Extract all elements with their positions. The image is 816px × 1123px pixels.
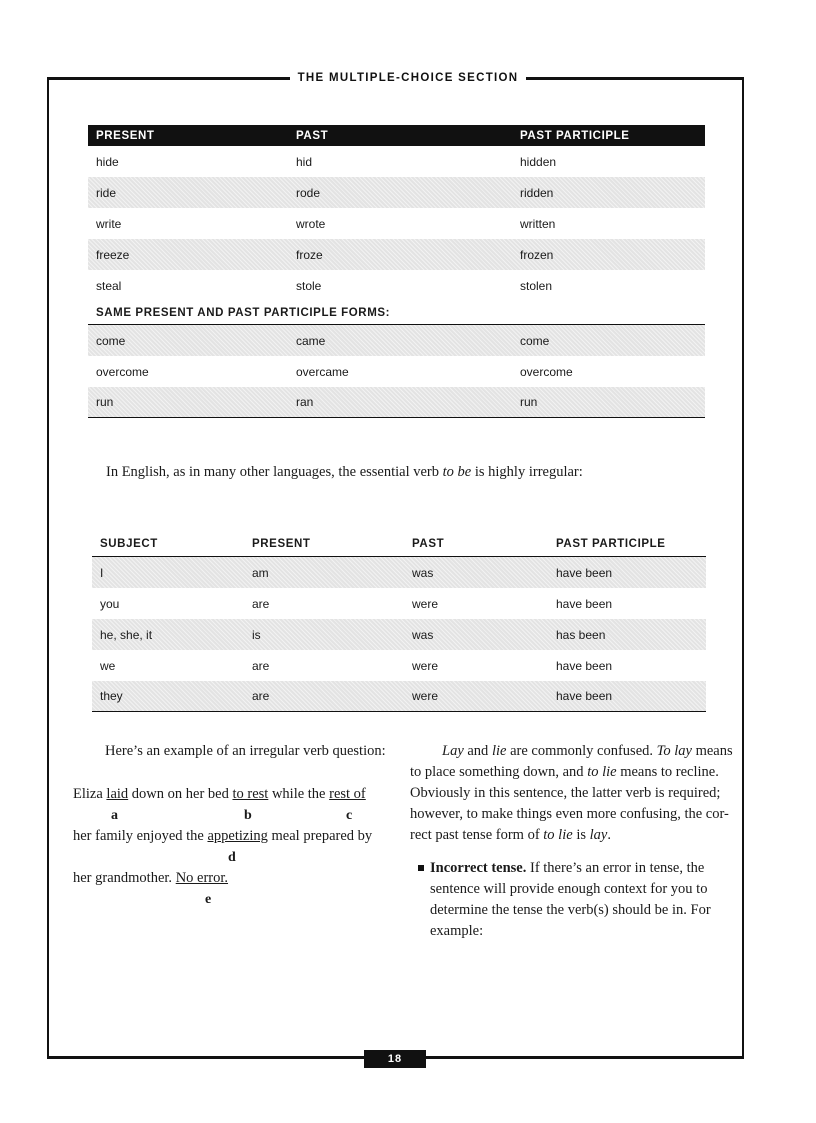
bullet-text: If there’s an error in tense, the [526, 860, 705, 876]
option-labels-3 [73, 889, 383, 910]
question-text: her family enjoyed the [73, 828, 208, 844]
explanation-line-4: however, to make things even more confusing, the cor- [410, 806, 729, 822]
question-text: Eliza [73, 786, 107, 802]
table-cell: come [96, 333, 126, 348]
italic-term: lay [589, 827, 608, 843]
table-cell: run [520, 395, 538, 409]
table-cell: froze [296, 247, 323, 262]
table-cell: hidden [520, 154, 557, 169]
table-cell: came [296, 333, 326, 348]
question-text: meal prepared by [267, 828, 373, 844]
bullet-line-2: sentence will provide enough context for you to [430, 881, 708, 897]
table-row [88, 146, 705, 177]
page-number: 18 [364, 1050, 426, 1068]
table-cell: have been [556, 596, 613, 611]
bullet-line-1 [430, 858, 722, 879]
explanation-text: rect past tense form of [410, 827, 544, 843]
table-cell: write [96, 216, 122, 231]
to-be-table [92, 531, 706, 712]
table-cell: are [252, 658, 270, 673]
table-row [92, 557, 706, 588]
explanation-text: and [463, 743, 492, 759]
intro-text: In English, as in many other languages, the essential verb [106, 464, 443, 480]
question-line-2 [73, 826, 383, 847]
table-cell: steal [96, 278, 122, 293]
table-cell: overcome [96, 364, 149, 379]
table-cell: has been [556, 627, 606, 642]
bullet-line-4: example: [430, 923, 484, 939]
option-d: appetizing [207, 828, 268, 844]
table-cell: hid [296, 154, 313, 169]
option-a: laid [106, 786, 129, 802]
table-row [92, 588, 706, 619]
verb-forms-table [88, 125, 705, 418]
column-header: PRESENT [96, 129, 155, 142]
intro-paragraph [106, 464, 583, 481]
section-header [0, 68, 816, 86]
explanation-text: means [691, 743, 733, 759]
explanation-text: to place something down, and [410, 764, 588, 780]
label-d: d [228, 850, 236, 865]
explanation-line-5 [410, 825, 722, 846]
table-cell: freeze [96, 247, 130, 262]
option-b: to rest [232, 786, 269, 802]
table-row [88, 387, 705, 418]
table-cell: is [252, 627, 261, 642]
table-cell: am [252, 565, 269, 580]
table-cell: were [412, 658, 439, 673]
explanation-text: means to recline. [616, 764, 719, 780]
table-row [88, 239, 705, 270]
table-cell: were [412, 596, 439, 611]
italic-term: lie [491, 743, 507, 759]
intro-italic: to be [442, 464, 472, 480]
column-header: PAST [412, 537, 445, 550]
table-row [88, 270, 705, 301]
table-header-row [88, 125, 705, 146]
label-a: a [111, 808, 118, 823]
table-row [88, 356, 705, 387]
explanation-line-3: Obviously in this sentence, the latter verb is required; [410, 785, 721, 801]
column-header: SUBJECT [100, 537, 158, 550]
table-header-row [92, 531, 706, 557]
column-header: PAST PARTICIPLE [520, 129, 630, 142]
table-cell: come [520, 333, 550, 348]
label-e: e [205, 892, 212, 907]
option-e: No error. [175, 870, 229, 886]
italic-term: to lie [543, 827, 573, 843]
column-header: PAST PARTICIPLE [556, 537, 666, 550]
table-cell: have been [556, 565, 613, 580]
table-cell: run [96, 395, 114, 409]
explanation-text: is [572, 827, 590, 843]
table-cell: frozen [520, 247, 554, 262]
option-c: rest of [329, 786, 366, 802]
question-text: her grandmother. [73, 870, 176, 886]
bullet-heading: Incorrect tense. [430, 860, 527, 876]
table-cell: was [412, 565, 434, 580]
italic-term: Lay [442, 743, 464, 759]
option-labels-1 [73, 805, 383, 826]
italic-term: To lay [656, 743, 692, 759]
question-line-3 [73, 868, 383, 889]
question-text: while the [268, 786, 330, 802]
table-cell: stolen [520, 278, 553, 293]
table-cell: rode [296, 185, 321, 200]
table-cell: written [520, 216, 556, 231]
section-title: THE MULTIPLE-CHOICE SECTION [290, 72, 527, 84]
table-row [92, 619, 706, 650]
column-header: PRESENT [252, 537, 311, 550]
table-cell: overcame [296, 364, 349, 379]
table-cell: we [100, 658, 116, 673]
explanation-line-2 [410, 762, 722, 783]
bullet-item [410, 858, 722, 942]
option-labels-2 [73, 847, 383, 868]
table-cell: they [100, 689, 123, 703]
table-cell: ran [296, 395, 314, 409]
table-cell: have been [556, 658, 613, 673]
table-cell: he, she, it [100, 627, 153, 642]
question-text: down on her bed [128, 786, 233, 802]
right-column [410, 741, 733, 942]
table-cell: ride [96, 185, 117, 200]
table-cell: ridden [520, 185, 554, 200]
table-cell: was [412, 627, 434, 642]
table-cell: were [412, 689, 439, 703]
table-row [88, 325, 705, 356]
spacer [73, 762, 383, 784]
table-cell: overcome [520, 364, 573, 379]
table-row [88, 208, 705, 239]
explanation-text: are commonly confused. [506, 743, 657, 759]
table-subheading: SAME PRESENT AND PAST PARTICIPLE FORMS: [88, 301, 705, 325]
table-row [92, 650, 706, 681]
table-cell: you [100, 596, 120, 611]
bullet-line-3: determine the tense the verb(s) should be in. For [430, 902, 711, 918]
intro-text-end: is highly irregular: [471, 464, 583, 480]
label-c: c [346, 808, 353, 823]
explanation-line-1 [410, 741, 733, 762]
label-b: b [244, 808, 252, 823]
table-cell: wrote [296, 216, 326, 231]
bullet-square-icon [418, 865, 424, 871]
left-column [73, 741, 386, 910]
table-cell: have been [556, 689, 613, 703]
table-row [88, 177, 705, 208]
column-header: PAST [296, 129, 329, 142]
table-cell: hide [96, 154, 119, 169]
table-cell: are [252, 596, 270, 611]
example-lead: Here’s an example of an irregular verb question: [105, 743, 386, 759]
explanation-text: . [607, 827, 611, 843]
table-cell: stole [296, 278, 322, 293]
question-line-1 [73, 784, 383, 805]
table-cell: I [100, 565, 104, 580]
italic-term: to lie [587, 764, 617, 780]
table-cell: are [252, 689, 270, 703]
table-row [92, 681, 706, 712]
